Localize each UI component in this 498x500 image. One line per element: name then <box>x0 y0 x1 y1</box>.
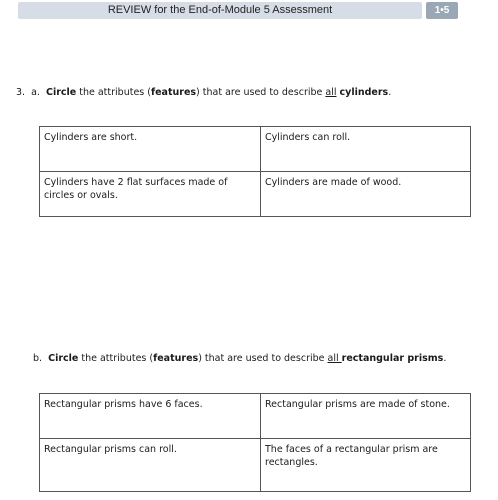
prompt-shape: cylinders <box>339 87 389 98</box>
module-badge: 1•5 <box>426 2 458 19</box>
question-letter: a. <box>31 87 40 98</box>
question-b-prompt <box>33 353 446 364</box>
prompt-text: ) that are used to describe <box>198 353 328 364</box>
question-a-prompt <box>16 87 391 98</box>
attribute-option[interactable]: Cylinders are short. <box>40 127 261 172</box>
attribute-option[interactable]: The faces of a rectangular prism are rectangles. <box>261 439 471 492</box>
rectangular-prism-attributes-table <box>39 393 471 492</box>
prompt-text: ) that are used to describe <box>196 87 326 98</box>
question-number: 3. <box>16 87 26 98</box>
prompt-text: the attributes ( <box>76 87 151 98</box>
prompt-text: the attributes ( <box>78 353 154 364</box>
prompt-shape: rectangular prisms <box>341 353 444 364</box>
attribute-option[interactable]: Rectangular prisms can roll. <box>40 439 261 492</box>
prompt-underlined-word: all <box>327 353 342 364</box>
attribute-option[interactable]: Rectangular prisms have 6 faces. <box>40 394 261 439</box>
cylinder-attributes-table <box>39 126 471 217</box>
prompt-text: . <box>443 353 447 364</box>
attribute-option[interactable]: Cylinders can roll. <box>261 127 471 172</box>
page-title: REVIEW for the End-of-Module 5 Assessment <box>107 4 333 16</box>
attribute-option[interactable]: Rectangular prisms are made of stone. <box>261 394 471 439</box>
question-letter: b. <box>33 353 43 364</box>
prompt-keyword: features <box>153 353 199 364</box>
attribute-option[interactable]: Cylinders are made of wood. <box>261 172 471 217</box>
instruction-verb: Circle <box>45 87 77 98</box>
prompt-underlined-word: all <box>325 87 337 98</box>
prompt-keyword: features <box>150 87 197 98</box>
attribute-option[interactable]: Cylinders have 2 flat surfaces made of circles or ovals. <box>40 172 261 217</box>
prompt-text: . <box>388 87 392 98</box>
instruction-verb: Circle <box>48 353 79 364</box>
